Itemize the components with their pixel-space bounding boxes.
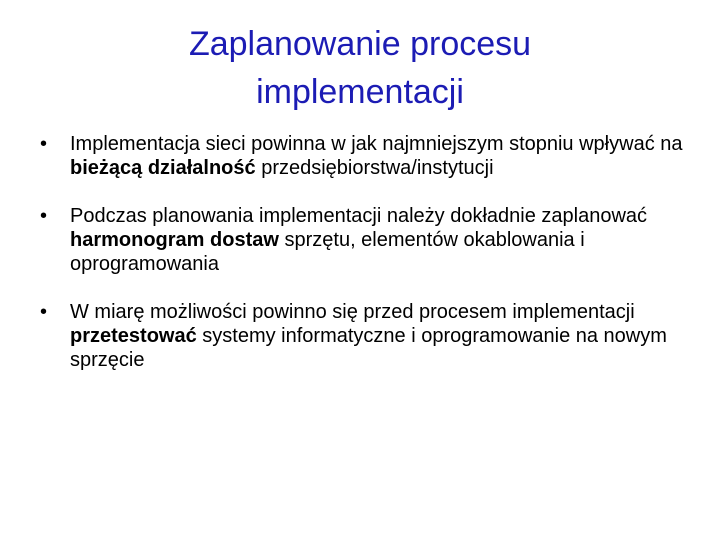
bullet-text: przedsiębiorstwa/instytucji [255, 157, 494, 179]
bullet-text: Implementacja sieci powinna w jak najmniejszym stopniu wpływać na [70, 133, 683, 155]
bullet-dot-icon: • [40, 133, 48, 155]
bullet-bold-text: harmonogram dostaw [70, 229, 279, 251]
bullet-dot-icon: • [40, 301, 48, 323]
bullet-item-testing [40, 300, 700, 372]
bullet-text: W miarę możliwości powinno się przed procesem implementacji [70, 301, 635, 323]
bullet-text: systemy informatyczne i oprogramowanie na nowym sprzęcie [70, 325, 667, 371]
bullet-dot-icon: • [40, 205, 48, 227]
slide-title-line-2: implementacji [256, 73, 464, 111]
bullet-item-business-impact [40, 132, 700, 204]
bullet-bold-text: przetestować [70, 325, 197, 347]
bullet-item-delivery-schedule [40, 204, 700, 300]
slide-title [60, 20, 660, 116]
bullet-text: Podczas planowania implementacji należy dokładnie zaplanować [70, 205, 648, 227]
bullet-bold-text: bieżącą działalność [70, 157, 256, 179]
slide-title-line-1: Zaplanowanie procesu [188, 25, 532, 63]
bullet-list [40, 132, 700, 372]
bullet-text: sprzętu, elementów okablowania i oprogramowania [70, 229, 585, 275]
